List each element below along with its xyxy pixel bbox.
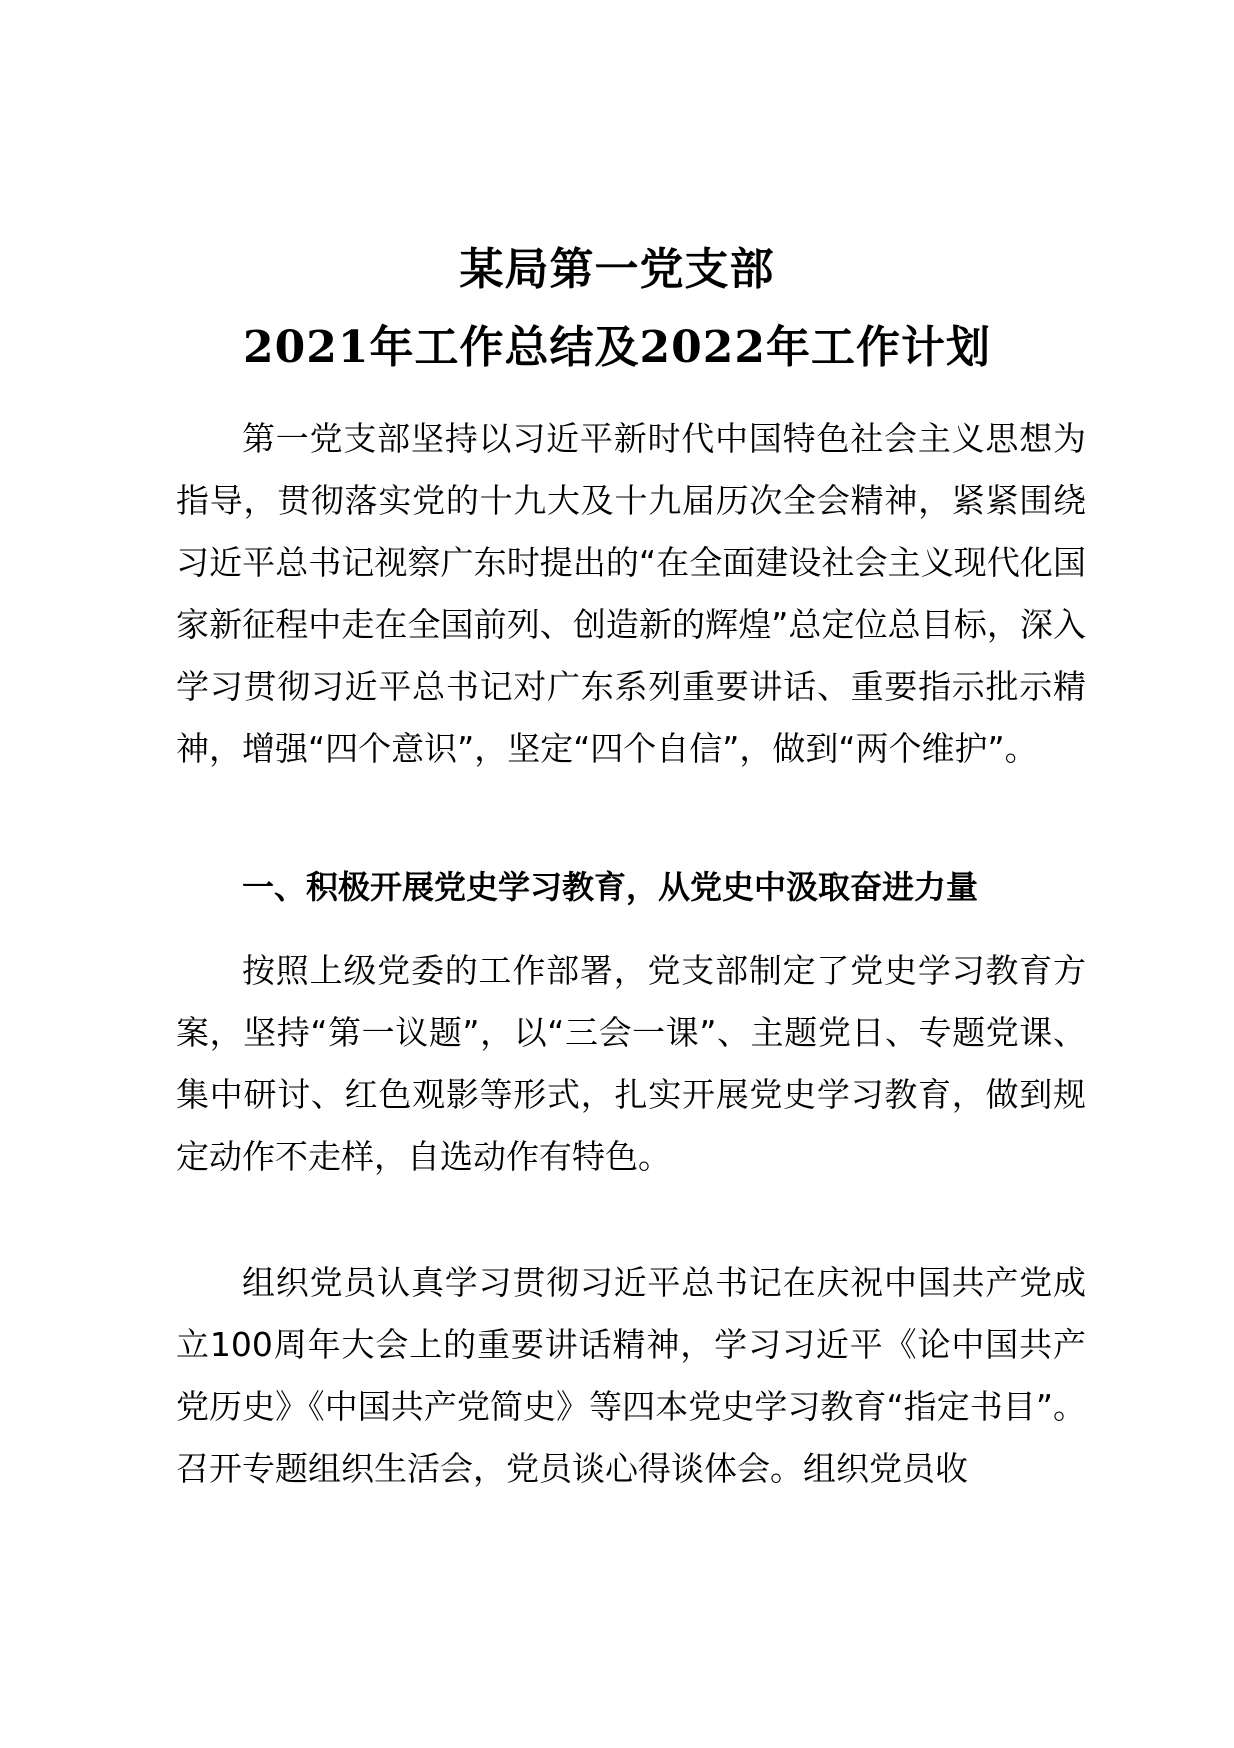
- intro-paragraph: 第一党支部坚持以习近平新时代中国特色社会主义思想为指导，贯彻落实党的十九大及十九届历次全会精神，紧紧围绕习近平总书记视察广东时提出的“在全面建设社会主义现代化国家新征程中走在全国前列、创造新的辉煌”总定位总目标，深入学习贯彻习近平总书记对广东系列重要讲话、重要指示批示精神，增强“四个意识”，坚定“四个自信”，做到“两个维护”。: [176, 419, 1086, 768]
- document-title-line2: 2021年工作总结及2022年工作计划: [243, 322, 991, 373]
- section1-heading: 一、积极开展党史学习教育，从党史中汲取奋进力量: [242, 868, 979, 906]
- document-title-line1: 某局第一党支部: [459, 244, 775, 295]
- section1-paragraph-2: 组织党员认真学习贯彻习近平总书记在庆祝中国共产党成立100周年大会上的重要讲话精神，学习习近平《论中国共产党历史》《中国共产党简史》等四本党史学习教育“指定书目”。召开专题组织生活会，党员谈心得谈体会。组织党员收: [176, 1263, 1086, 1488]
- section1-paragraph-1: 按照上级党委的工作部署，党支部制定了党史学习教育方案，坚持“第一议题”，以“三会一课”、主题党日、专题党课、集中研讨、红色观影等形式，扎实开展党史学习教育，做到规定动作不走样，自选动作有特色。: [176, 951, 1086, 1176]
